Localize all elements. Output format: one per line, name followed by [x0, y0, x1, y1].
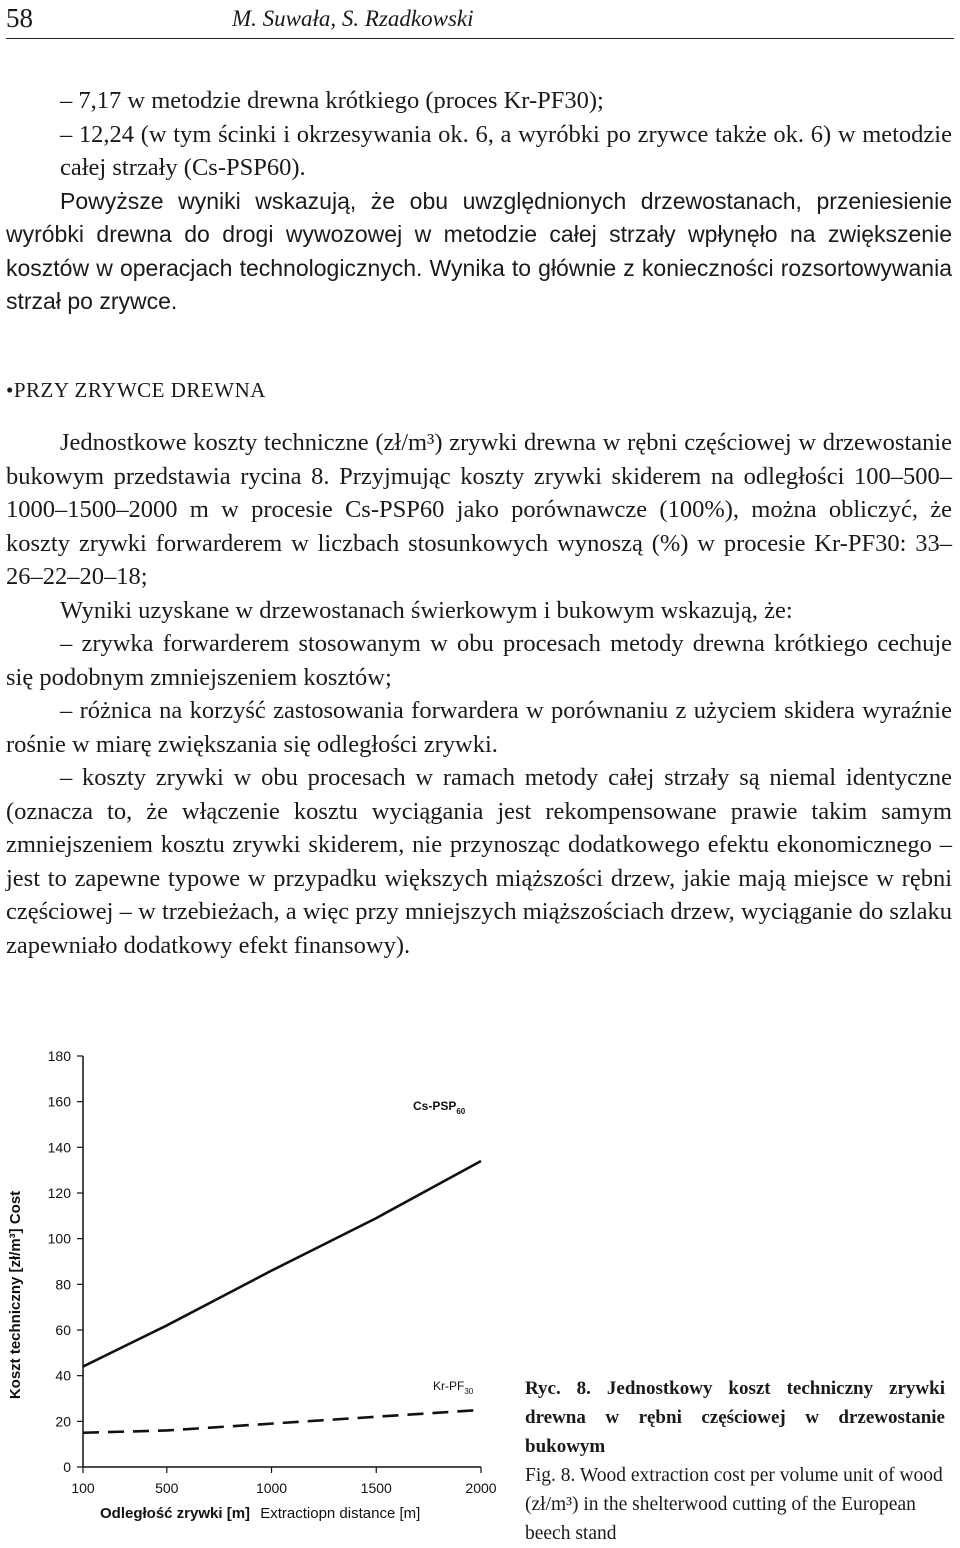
y-tick-label: 0 [63, 1459, 71, 1475]
header-rule [6, 38, 954, 39]
series-line-cs-psp60 [83, 1161, 481, 1367]
list-item: – różnica na korzyść zastosowania forwardera w porównaniu z użyciem skidera wyraźnie rośnie w miarę zwiększania się odległości zrywki. [6, 697, 952, 758]
y-tick-label: 60 [55, 1322, 71, 1338]
paragraph: Powyższe wyniki wskazują, że obu uwzględnionych drzewostanach, przeniesienie wyróbki drewna do drogi wywozowej w metodzie całej strzały wpłynęło na zwiększenie kosztów w operacjach technologicznych. Wynika to głównie z konieczności rozsortowywania strzał po zrywce. [6, 187, 952, 314]
x-axis-title-pl: Odległość zrywki [m] [100, 1505, 251, 1522]
series-lines [83, 1161, 481, 1433]
section-heading: •PRZY ZRYWCE DREWNA [6, 378, 266, 402]
series-label-cs [413, 1099, 466, 1116]
series-label-cs-text: Cs-PSP [413, 1099, 457, 1113]
x-tick-label: 2000 [465, 1480, 497, 1496]
x-tick-label: 1000 [255, 1480, 288, 1496]
y-tick-label: 20 [55, 1413, 71, 1430]
page-number: 58 [6, 3, 33, 33]
y-axis-title: Koszt techniczny [zł/m³] Cost [7, 1190, 24, 1400]
x-axis-title-en: Extractiopn distance [m] [260, 1505, 421, 1522]
list-item: – 7,17 w metodzie drewna krótkiego (proces Kr-PF30); [60, 87, 604, 114]
list-item: – koszty zrywki w obu procesach w ramach metody całej strzały są niemal identyczne (oznacza to, że włączenie kosztu wyciągania jest rekompensowane prawie takim samym zmniejszeniem kosztu zrywki skiderem, nie przynosząc dodatkowego efektu ekonomicznego – jest to zapewne typowe w przypadku większych miąższości drzew, jakie mają miejsce w rębni częściowej – w trzebieżach, a więc przy mniejszych miąższościach drzew, wyciąganie do szlaku zapewniało dodatkowy efekt finansowy). [6, 764, 952, 959]
figure-caption [525, 1374, 945, 1548]
x-tick-label: 100 [71, 1480, 95, 1496]
page-header [0, 0, 960, 40]
caption-polish: Ryc. 8. Jednostkowy koszt techniczny zrywki drewna w rębni częściowej w drzewostanie bukowym [525, 1378, 945, 1457]
top-text-block [6, 84, 952, 319]
y-tick-label: 140 [47, 1139, 71, 1156]
series-label-kr-sub: 30 [464, 1387, 474, 1396]
x-axis-ticks [71, 1467, 496, 1496]
series-label-kr [433, 1379, 474, 1396]
paragraph: Wyniki uzyskane w drzewostanach świerkowym i bukowym wskazują, że: [60, 596, 793, 624]
x-tick-label: 1500 [360, 1480, 392, 1496]
series-label-kr-text: Kr-PF [433, 1379, 465, 1393]
list-item: – 12,24 (w tym ścinki i okrzesywania ok. 6, a wyróbki po zrywce także ok. 6) w metodzie całej strzały (Cs-PSP60). [60, 120, 952, 181]
paragraph: Jednostkowe koszty techniczne (zł/m³) zrywki drewna w rębni częściowej w drzewostanie bukowym przedstawia rycina 8. Przyjmując koszty zrywki skiderem na odległości 100–500–1000–1500–2000 m w procesie Cs-PSP60 jako porównawcze (100%), można obliczyć, że koszty zrywki forwarderem w liczbach stosunkowych wynoszą (%) w procesie Kr-PF30: 33–26–22–20–18; [6, 429, 952, 590]
y-tick-label: 160 [47, 1093, 71, 1110]
x-axis-title [100, 1505, 420, 1522]
body-text-block [6, 426, 952, 962]
y-tick-label: 180 [47, 1048, 71, 1064]
y-tick-label: 120 [47, 1185, 71, 1201]
y-axis-ticks [48, 1048, 83, 1475]
series-line-kr-pf30 [83, 1410, 481, 1433]
series-label-cs-sub: 60 [456, 1107, 466, 1116]
y-tick-label: 100 [47, 1230, 71, 1247]
y-tick-label: 40 [55, 1367, 71, 1384]
running-head: M. Suwała, S. Rzadkowski [232, 6, 474, 31]
caption-english: Fig. 8. Wood extraction cost per volume unit of wood (zł/m³) in the shelterwood cutting of the European beech stand [525, 1465, 943, 1544]
list-item: – zrywka forwarderem stosowanym w obu procesach metody drewna krótkiego cechuje się podobnym zmniejszeniem kosztów; [6, 630, 952, 691]
cost-chart [0, 1040, 520, 1540]
x-tick-label: 500 [155, 1480, 179, 1496]
y-tick-label: 80 [55, 1276, 71, 1293]
